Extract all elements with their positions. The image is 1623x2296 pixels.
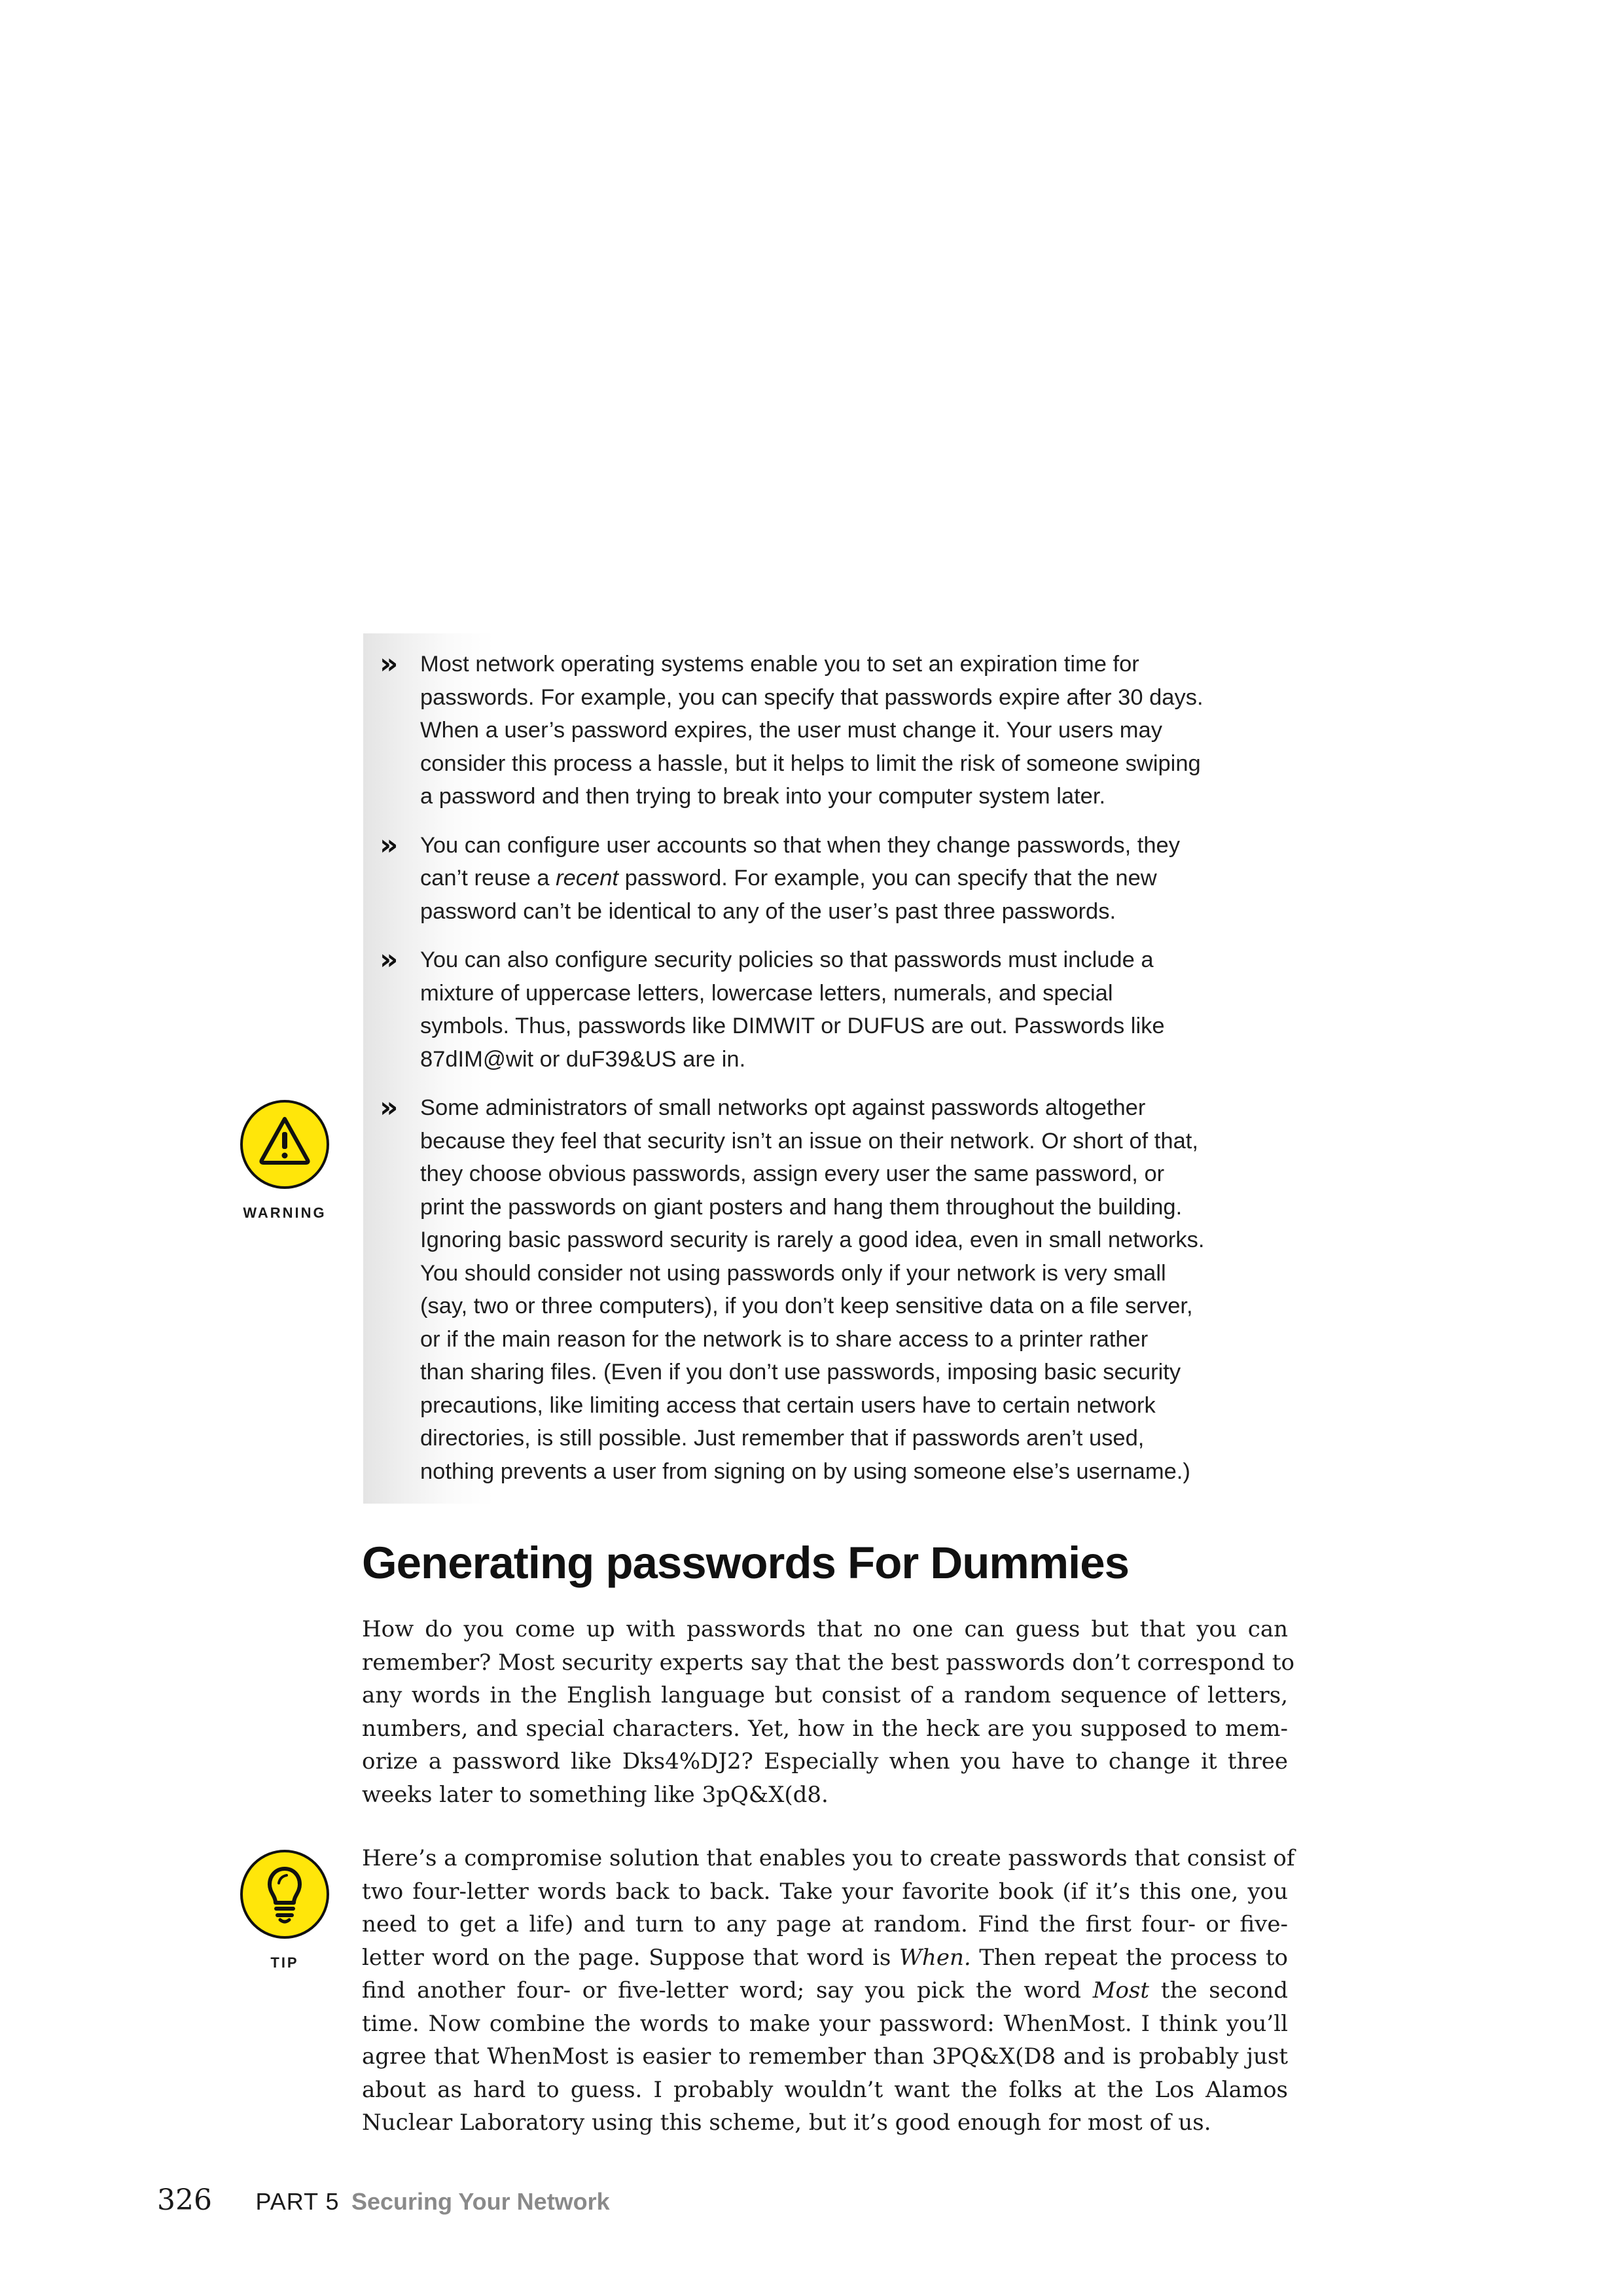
part-title: Securing Your Network <box>351 2188 610 2215</box>
emphasis-text: recent <box>556 866 619 891</box>
paragraph-line <box>362 1974 1288 2007</box>
bullet-marker-icon: » <box>380 943 399 976</box>
bullet-text-line: directories, is still possible. Just remember that if passwords aren’t used, <box>420 1426 1145 1451</box>
bullet-text-line: than sharing files. (Even if you don’t use passwords, imposing basic security <box>420 1360 1181 1385</box>
bullet-marker-icon: » <box>380 1091 399 1124</box>
list-item <box>380 829 1250 928</box>
warning-label: WARNING <box>243 1205 327 1221</box>
text-run: password. For example, you can specify that the new <box>618 866 1157 891</box>
paragraph-line: two four-letter words back to back. Take your favorite book (if it’s this one, you <box>362 1878 1288 1905</box>
paragraph-line: about as hard to guess. I probably wouldn’t want the folks at the Los Alamos <box>362 2076 1288 2103</box>
paragraph-line: need to get a life) and turn to any page at random. Find the first four- or five- <box>362 1911 1288 1937</box>
bullet-text-line: precautions, like limiting access that certain users have to certain network <box>420 1392 1156 1418</box>
bullet-list <box>380 648 1250 1504</box>
paragraph-line: Here’s a compromise solution that enables you to create passwords that consist of <box>362 1845 1295 1871</box>
body-paragraph <box>362 1613 1294 1811</box>
list-item <box>380 944 1250 1076</box>
emphasis-text: Most <box>1092 1977 1150 2004</box>
bullet-text-line: password can’t be identical to any of the user’s past three passwords. <box>420 898 1116 924</box>
bullet-marker-icon: » <box>380 647 399 680</box>
bullet-marker-icon: » <box>380 828 399 862</box>
list-item <box>380 1091 1250 1488</box>
bullet-text-line: Most network operating systems enable you to set an expiration time for <box>420 652 1139 677</box>
bullet-text-line: mixture of uppercase letters, lowercase letters, numerals, and special <box>420 980 1113 1006</box>
paragraph-line <box>362 1941 1288 1975</box>
tip-label: TIP <box>270 1954 299 1971</box>
paragraph-line: remember? Most security experts say that the best passwords don’t correspond to <box>362 1649 1294 1676</box>
bullet-text-line: passwords. For example, you can specify that passwords expire after 30 days. <box>420 684 1204 710</box>
bullet-text-line: You can also configure security policies so that passwords must include a <box>420 947 1154 972</box>
bullet-text-line: You should consider not using passwords only if your network is very small <box>420 1260 1166 1286</box>
bullet-text-line: or if the main reason for the network is to share access to a printer rather <box>420 1326 1149 1352</box>
bullet-text-line: they choose obvious passwords, assign every user the same password, or <box>420 1161 1165 1186</box>
paragraph-line: time. Now combine the words to make your password: WhenMost. I think you’ll <box>362 2010 1288 2037</box>
text-run: the second <box>1149 1977 1288 2004</box>
bullet-text-line: symbols. Thus, passwords like DIMWIT or DUFUS are out. Passwords like <box>420 1014 1165 1038</box>
paragraph-line: numbers, and special characters. Yet, how in the heck are you supposed to mem- <box>362 1715 1288 1742</box>
list-item <box>380 648 1250 813</box>
page-number: 326 <box>157 2183 212 2217</box>
paragraph-line: How do you come up with passwords that no one can guess but that you can <box>362 1616 1288 1642</box>
bullet-text-line: nothing prevents a user from signing on by using someone else’s username.) <box>420 1458 1190 1484</box>
bullet-text-line: because they feel that security isn’t an issue on their network. Or short of that, <box>420 1128 1198 1154</box>
bullet-text-line: consider this process a hassle, but it helps to limit the risk of someone swiping <box>420 751 1201 776</box>
lightbulb-icon <box>240 1849 330 1939</box>
paragraph-line: Nuclear Laboratory using this scheme, but it’s good enough for most of us. <box>362 2110 1211 2136</box>
part-label: PART 5 <box>255 2188 340 2215</box>
warning-icon <box>240 1099 330 1190</box>
body-paragraph <box>362 1842 1295 2140</box>
bullet-text-line: (say, two or three computers), if you don’t keep sensitive data on a file server, <box>420 1294 1193 1318</box>
paragraph-line: any words in the English language but consist of a random sequence of letters, <box>362 1682 1288 1708</box>
paragraph-line: orize a password like Dks4%DJ2? Especially when you have to change it three <box>362 1748 1288 1775</box>
bullet-text-line: Ignoring basic password security is rarely a good idea, even in small networks. <box>420 1227 1205 1252</box>
bullet-text-line: a password and then trying to break into your computer system later. <box>420 784 1106 809</box>
text-run: can’t reuse a <box>420 866 556 891</box>
text-run: Then repeat the process to <box>971 1944 1289 1971</box>
paragraph-line: weeks later to something like 3pQ&X(d8. <box>362 1781 829 1808</box>
text-run: find another four- or five-letter word; say you pick the word <box>362 1977 1093 2004</box>
emphasis-text: When. <box>899 1944 971 1971</box>
bullet-text-line: print the passwords on giant posters and hang them throughout the building. <box>420 1194 1183 1220</box>
paragraph-line: agree that WhenMost is easier to remember than 3PQ&X(D8 and is probably just <box>362 2043 1288 2070</box>
bullet-text-line: 87dIM@wit or duF39&US are in. <box>420 1046 746 1072</box>
bullet-text-line: Some administrators of small networks opt against passwords altogether <box>420 1095 1146 1120</box>
text-run: letter word on the page. Suppose that word is <box>362 1944 899 1971</box>
bullet-text-line: You can configure user accounts so that when they change passwords, they <box>420 832 1180 858</box>
section-heading: Generating passwords For Dummies <box>362 1538 1129 1588</box>
bullet-text-line <box>420 862 1250 895</box>
bullet-text-line: When a user’s password expires, the user must change it. Your users may <box>420 718 1162 743</box>
page-footer <box>157 2183 610 2217</box>
